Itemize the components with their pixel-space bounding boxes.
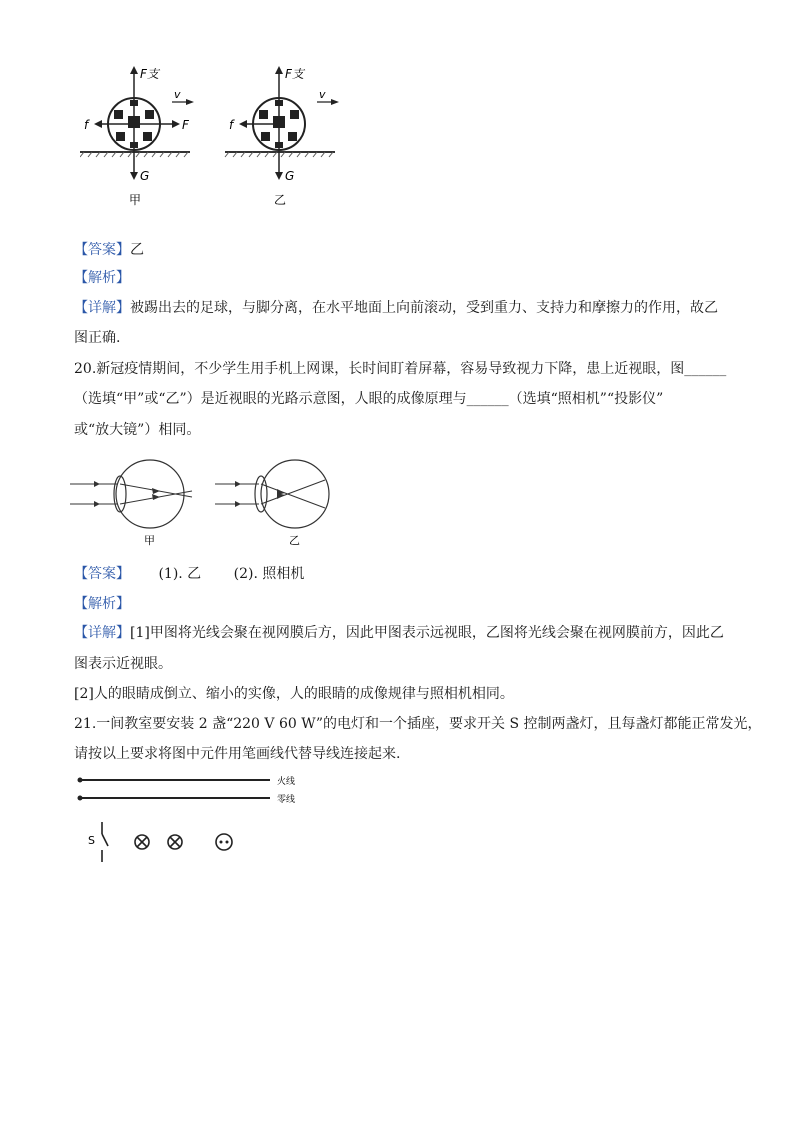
q21-circuit-diagram (74, 772, 334, 872)
q20-detail-line3: [2]人的眼睛成倒立、缩小的实像，人的眼睛的成像规律与照相机相同。 (74, 686, 514, 702)
q20-question-line1: 20.新冠疫情期间，不少学生用手机上网课，长时间盯着屏幕，容易导致视力下降，患上近视眼，图______ (74, 361, 727, 377)
socket-icon (216, 834, 232, 850)
q21-question-line2: 请按以上要求将图中元件用笔画线代替导线连接起来. (74, 746, 401, 762)
q19-detail-line2: 图正确. (74, 330, 121, 346)
analysis-tag: 【解析】 (74, 596, 130, 612)
label-f-a: f (84, 118, 89, 132)
answer-text: 乙 (130, 242, 144, 258)
q21-question-line1: 21.一间教室要安装 2 盏“220 V 60 W”的电灯和一个插座，要求开关 S 控制两盏灯，且每盏灯都能正常发光， (74, 716, 762, 732)
detail-tag: 【详解】 (74, 300, 130, 316)
q20-detail-line1 (74, 623, 724, 643)
q19-answer-line (74, 240, 144, 260)
detail-tag: 【详解】 (74, 625, 130, 641)
switch-label: S (88, 834, 95, 847)
answer-tag: 【答案】 (74, 242, 130, 258)
label-v-b: v (319, 88, 326, 101)
eye-caption-b: 乙 (289, 534, 300, 547)
live-wire-label: 火线 (277, 777, 296, 787)
q20-question-line3: 或“放大镜”）相同。 (74, 422, 201, 438)
q20-eye-diagram (70, 456, 360, 556)
q19-force-diagram (80, 64, 350, 214)
detail-text: [1]甲图将光线会聚在视网膜后方，因此甲图表示远视眼，乙图将光线会聚在视网膜前方，因此乙 (130, 625, 724, 641)
answer-tag: 【答案】 (74, 566, 130, 582)
detail-text: 被踢出去的足球，与脚分离，在水平地面上向前滚动，受到重力、支持力和摩擦力的作用，故乙 (130, 300, 718, 316)
switch-s-icon (102, 822, 108, 862)
eye-diagram-b (215, 460, 329, 547)
analysis-tag: 【解析】 (74, 270, 130, 286)
q20-question-line2: （选填“甲”或“乙”）是近视眼的光路示意图，人眼的成像原理与______（选填“照相机”“投影仪” (74, 391, 664, 407)
label-fsupport-a: F支 (140, 67, 159, 81)
label-v-a: v (174, 88, 181, 101)
caption-b: 乙 (274, 193, 287, 207)
eye-caption-a: 甲 (144, 534, 155, 547)
lamp-1-icon (135, 835, 149, 849)
answer-2: (2). 照相机 (233, 566, 305, 582)
q20-detail-line2: 图表示近视眼。 (74, 656, 172, 672)
q20-answer-line (74, 564, 304, 584)
label-G-b: G (285, 169, 295, 183)
label-f-b: f (229, 118, 234, 132)
q19-detail-line1 (74, 298, 718, 318)
lamp-2-icon (168, 835, 182, 849)
label-G-a: G (140, 169, 150, 183)
label-fsupport-b: F支 (285, 67, 304, 81)
eye-diagram-a (70, 460, 192, 547)
neutral-wire-label: 零线 (277, 795, 296, 805)
ball-diagram-a (80, 66, 194, 207)
answer-1: (1). 乙 (158, 566, 202, 582)
label-F-a: F (182, 118, 189, 132)
ball-diagram-b (225, 66, 339, 207)
caption-a: 甲 (129, 193, 142, 207)
